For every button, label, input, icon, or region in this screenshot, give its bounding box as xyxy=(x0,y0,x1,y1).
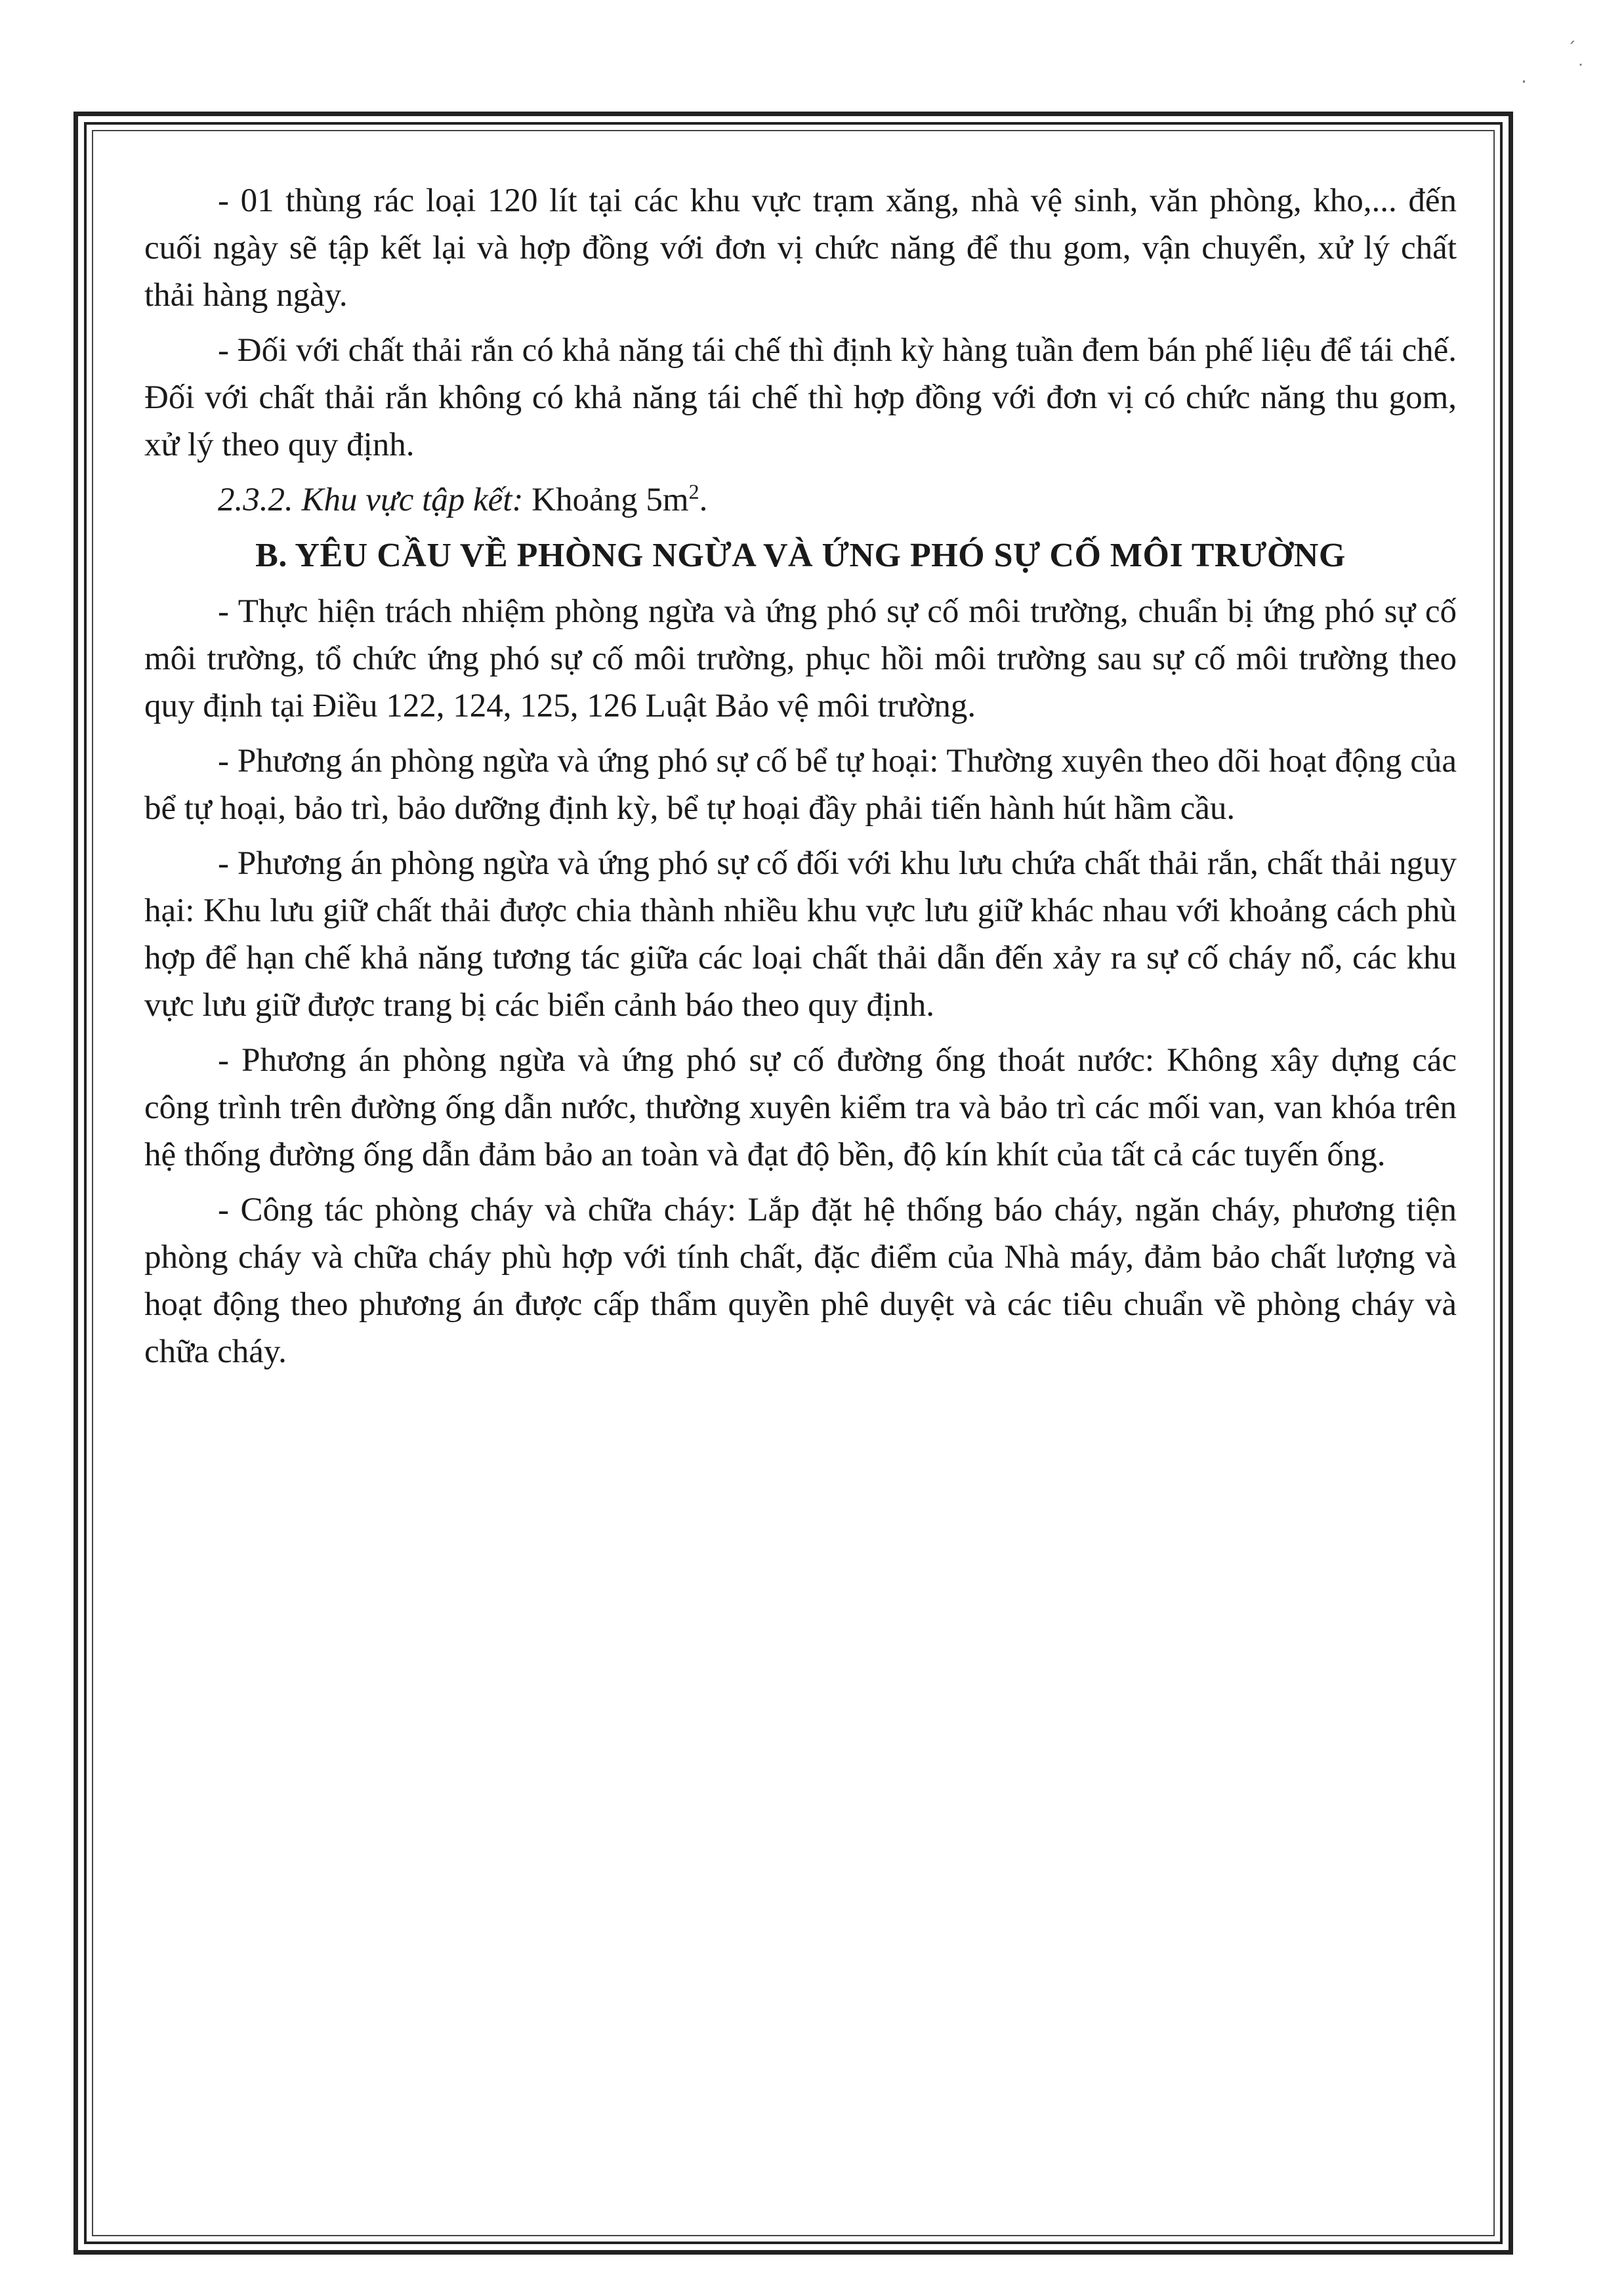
document-body xyxy=(144,177,1457,1383)
section-2-3-2-label: 2.3.2. Khu vực tập kết: xyxy=(218,482,524,518)
section-2-3-2-value: Khoảng 5m xyxy=(523,482,689,518)
section-2-3-2-superscript: 2 xyxy=(688,480,699,503)
scan-speck: ˊ xyxy=(1567,38,1576,60)
paragraph-responsibility: - Thực hiện trách nhiệm phòng ngừa và ứng phó sự cố môi trường, chuẩn bị ứng phó sự cố môi trường, tổ chức ứng phó sự cố môi trường, phục hồi môi trường sau sự cố môi trường theo quy định tại Điều 122, 124, 125, 126 Luật Bảo vệ môi trường. xyxy=(144,593,1457,724)
section-2-3-2 xyxy=(144,476,1457,524)
section-2-3-2-end: . xyxy=(699,482,708,518)
paragraph-septic-tank: - Phương án phòng ngừa và ứng phó sự cố bể tự hoại: Thường xuyên theo dõi hoạt động của bể tự hoại, bảo trì, bảo dưỡng định kỳ, bể tự hoại đầy phải tiến hành hút hầm cầu. xyxy=(144,743,1457,827)
scan-speck: ˙ xyxy=(1576,60,1585,82)
heading-section-b: B. YÊU CẦU VỀ PHÒNG NGỪA VÀ ỨNG PHÓ SỰ CỐ MÔI TRƯỜNG xyxy=(255,537,1346,574)
scan-speck: · xyxy=(1521,71,1527,93)
paragraph-waste-storage: - Phương án phòng ngừa và ứng phó sự cố đối với khu lưu chứa chất thải rắn, chất thải nguy hại: Khu lưu giữ chất thải được chia thành nhiều khu vực lưu giữ khác nhau với khoảng cách phù hợp để hạn chế khả năng tương tác giữa các loại chất thải dẫn đến xảy ra sự cố cháy nổ, các khu vực lưu giữ được trang bị các biển cảnh báo theo quy định. xyxy=(144,845,1457,1024)
paragraph-trash-bins: - 01 thùng rác loại 120 lít tại các khu vực trạm xăng, nhà vệ sinh, văn phòng, kho,... đến cuối ngày sẽ tập kết lại và hợp đồng với đơn vị chức năng để thu gom, vận chuyển, xử lý chất thải hàng ngày. xyxy=(144,182,1457,314)
paragraph-recyclable-waste: - Đối với chất thải rắn có khả năng tái chế thì định kỳ hàng tuần đem bán phế liệu để tái chế. Đối với chất thải rắn không có khả năng tái chế thì hợp đồng với đơn vị có chức năng thu gom, xử lý theo quy định. xyxy=(144,332,1457,463)
paragraph-drainage-pipe: - Phương án phòng ngừa và ứng phó sự cố đường ống thoát nước: Không xây dựng các công trình trên đường ống dẫn nước, thường xuyên kiểm tra và bảo trì các mối van, van khóa trên hệ thống đường ống dẫn đảm bảo an toàn và đạt độ bền, độ kín khít của tất cả các tuyến ống. xyxy=(144,1042,1457,1173)
paragraph-fire-safety: - Công tác phòng cháy và chữa cháy: Lắp đặt hệ thống báo cháy, ngăn cháy, phương tiện phòng cháy và chữa cháy phù hợp với tính chất, đặc điểm của Nhà máy, đảm bảo chất lượng và hoạt động theo phương án được cấp thẩm quyền phê duyệt và các tiêu chuẩn về phòng cháy và chữa cháy. xyxy=(144,1192,1457,1370)
